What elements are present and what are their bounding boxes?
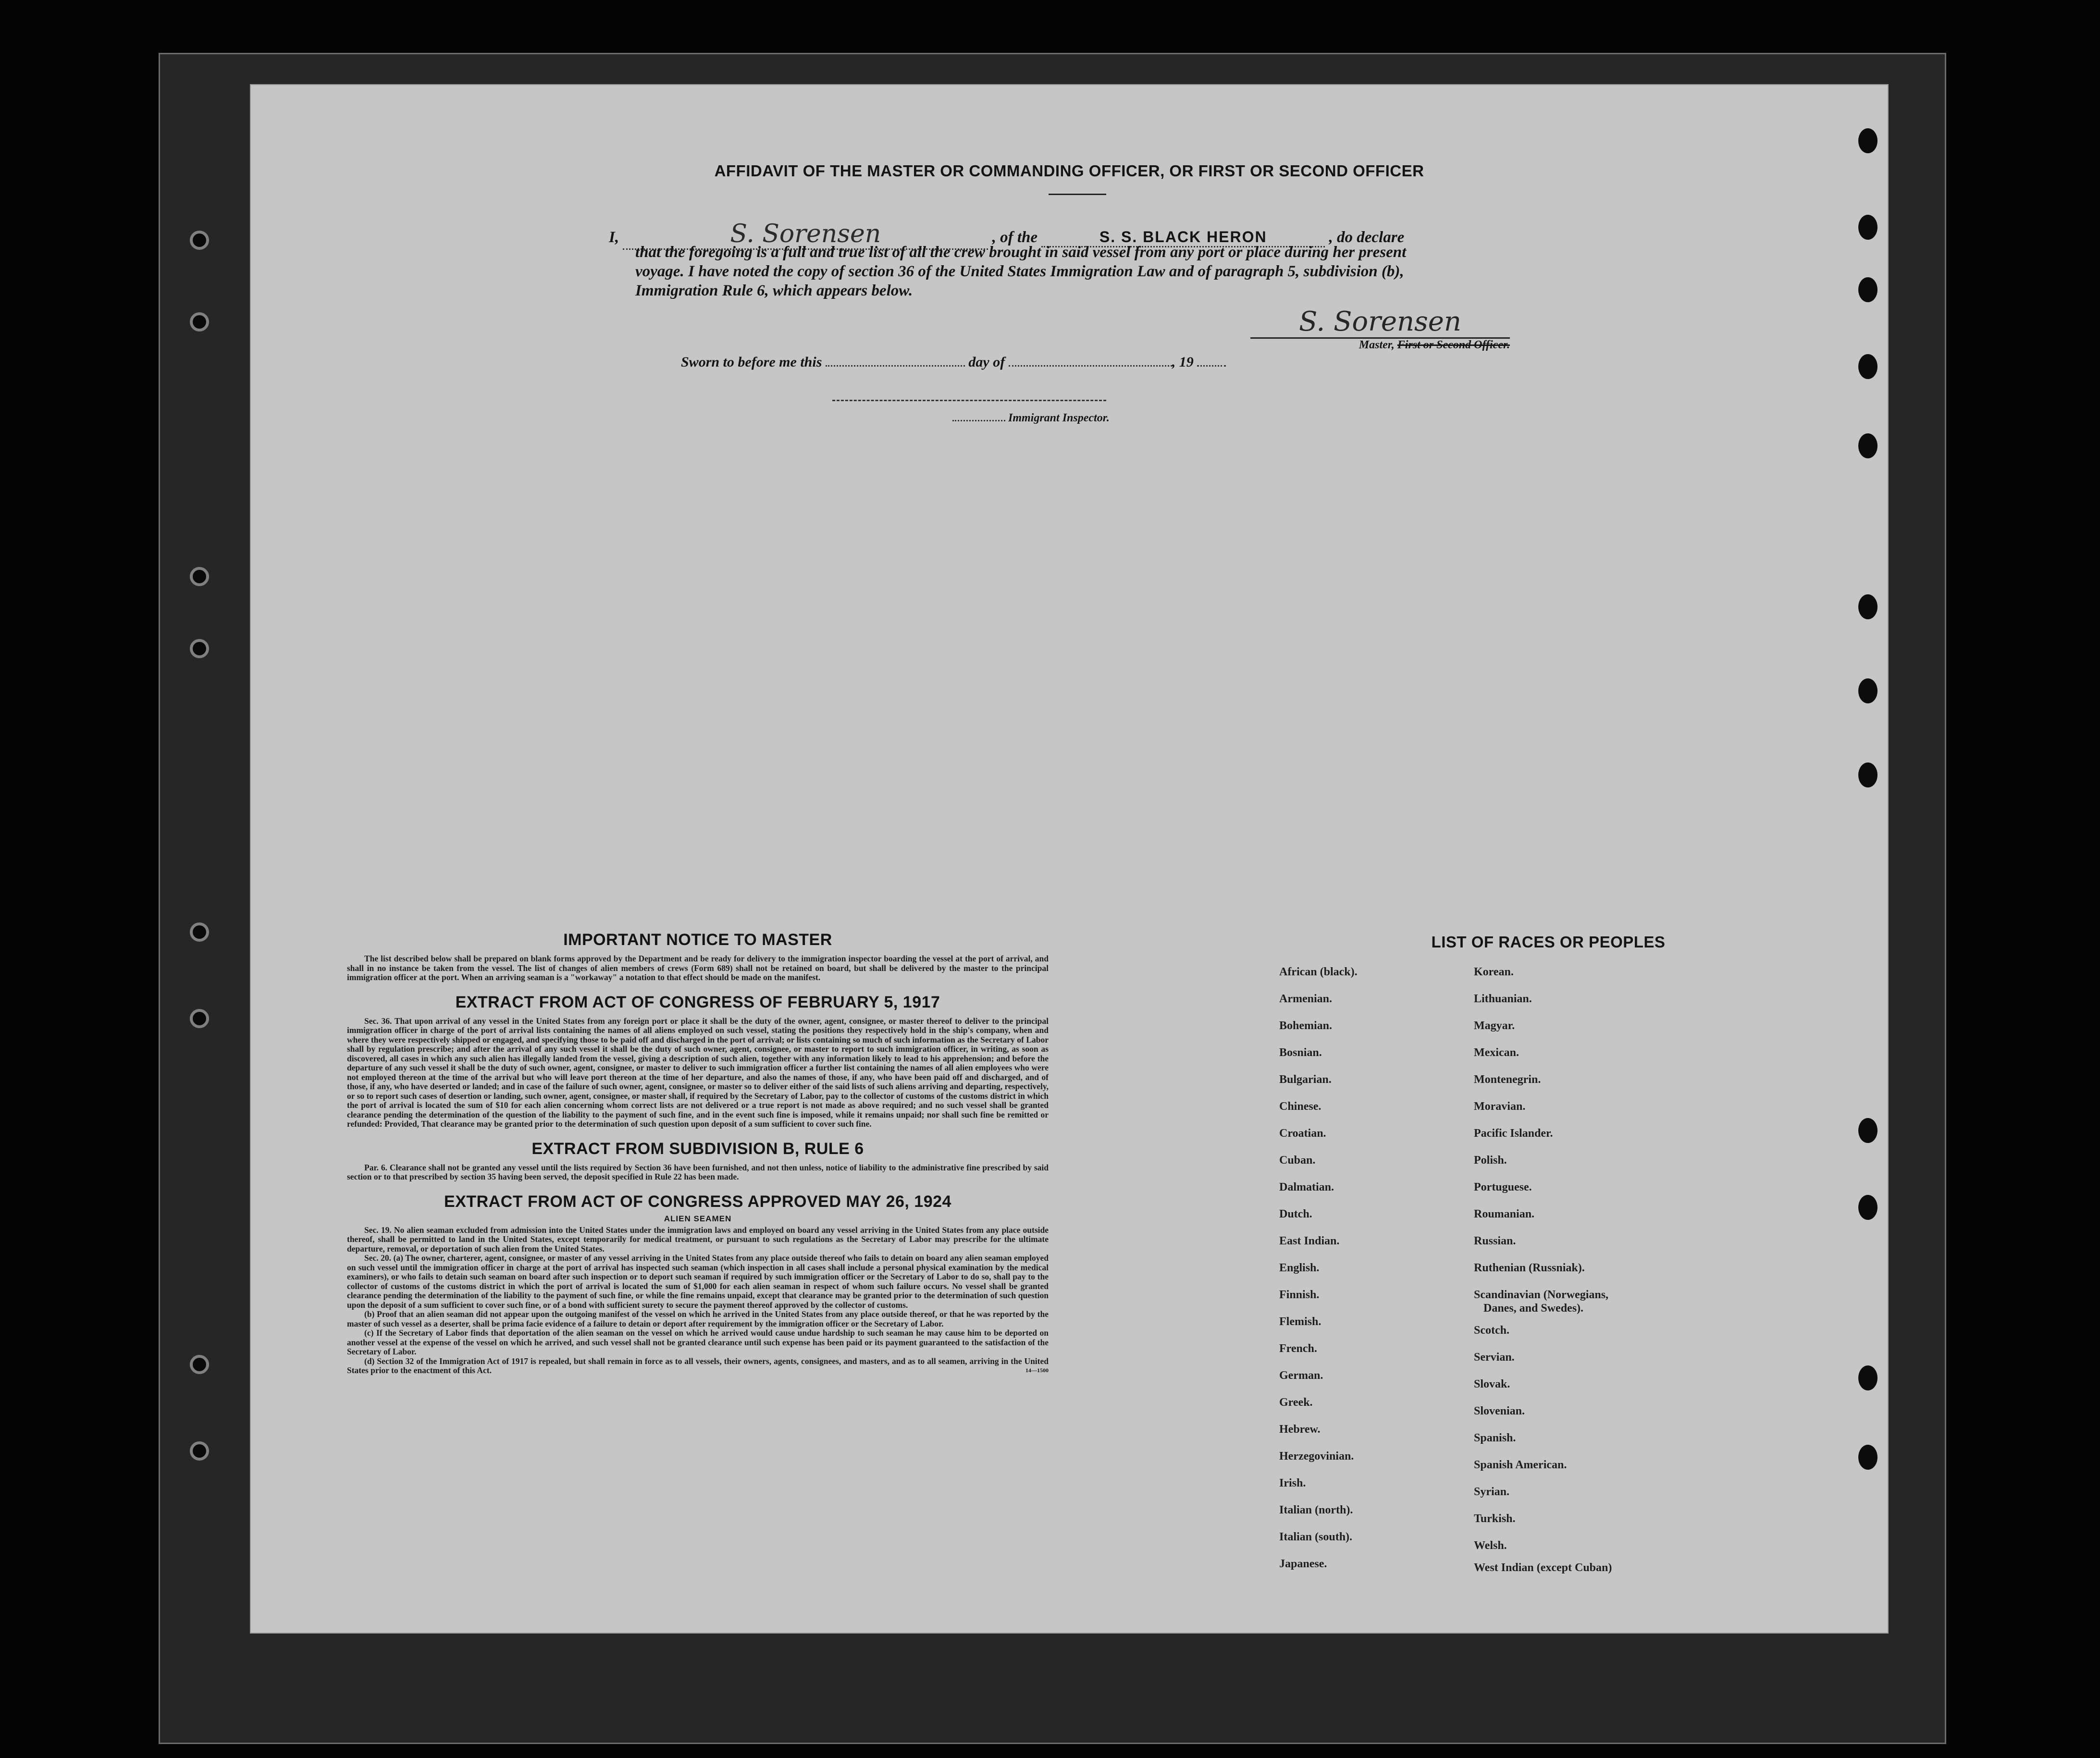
title-rule	[1049, 194, 1106, 195]
sworn-year-field	[1197, 352, 1226, 367]
inspector-dots	[952, 420, 1005, 421]
manifest-page	[250, 84, 1889, 1634]
punch-hole	[1858, 128, 1878, 153]
sworn-prefix: Sworn to before me this	[681, 354, 822, 370]
caption-struck: First or Second Officer.	[1397, 339, 1510, 351]
race-left: English.	[1279, 1262, 1320, 1274]
signature-caption	[1250, 339, 1510, 352]
affidavit-line-4: Immigration Rule 6, which appears below.	[635, 282, 913, 299]
extract-1917-text: Sec. 36. That upon arrival of any vessel in the United States from any foreign port or place it shall be the duty of the owner, agent, consignee, or master thereof to deliver to the principal immigration officer in charge of the port of arrival lists containing the names of all aliens employed on such vessel, stating the positions they respectively hold in the ship's company, when and where they were respectively shipped or engaged, and specifying those to be paid off and discharged in the port of arrival; or lists containing so much of such information as the Secretary of Labor shall by regulation prescribe; and after the arrival of any such vessel it shall be the duty of such owner, agent, consignee, or master to report to such immigration officer, in writing, as soon as discovered, all cases in which any such alien has illegally landed from the vessel, giving a description of such alien, together with any information likely to lead to his apprehension; and before the departure of any such vessel it shall be the duty of such owner, agent, consignee, or master to deliver to such immigration officer a further list containing the names of all alien employees who were not employed thereon at the time of the arrival but who will leave port thereon at the time of her departure, and also the names of those, if any, who have been paid off and discharged, and of those, if any, who have deserted or landed; and in case of the failure of such owner, agent, consignee, or master so to deliver either of the said lists of such aliens arriving and departing, respectively, or so to report such cases of desertion or landing, such owner, agent, consignee, or master shall, if required by the Secretary of Labor, pay to the collector of customs of the customs district in which the port of arrival is located the sum of $10 for each alien concerning whom correct lists are not delivered or a true report is not made as above required; and no such vessel shall be granted clearance pending the determination of the question of the liability to the payment of such fine, and in the event such fine is imposed, while it remains unpaid; nor shall such fine be remitted or refunded: Provided, That clearance may be granted prior to the determination of such question upon deposit of a sum sufficient to cover such fine.	[347, 1016, 1049, 1129]
race-left: Chinese.	[1279, 1100, 1322, 1113]
binder-hole	[190, 639, 209, 658]
alien-seamen-subtitle: ALIEN SEAMEN	[664, 1214, 732, 1223]
race-right: Moravian.	[1474, 1100, 1526, 1113]
binder-hole	[190, 922, 209, 942]
extract-rule6-text: Par. 6. Clearance shall not be granted any vessel until the lists required by Section 36 have been furnished, and not then unless, notice of liability to the administrative fine prescribed by said section or to that prescribed by section 35 having been served, the deposit specified in Rule 22 has been made.	[347, 1162, 1049, 1181]
race-left: Italian (north).	[1279, 1504, 1353, 1516]
race-right: Roumanian.	[1474, 1208, 1535, 1220]
punch-hole	[1858, 1365, 1878, 1390]
race-right: Magyar.	[1474, 1020, 1515, 1032]
race-right: Spanish.	[1474, 1432, 1516, 1444]
signature-block	[1250, 306, 1510, 352]
race-right: Korean.	[1474, 966, 1514, 978]
sworn-day-label: day of	[968, 354, 1005, 370]
notice-to-master	[347, 931, 1049, 1374]
race-right: Polish.	[1474, 1154, 1507, 1167]
race-left: Bosnian.	[1279, 1046, 1322, 1059]
race-left: Irish.	[1279, 1477, 1306, 1489]
notice-text: The list described below shall be prepared on blank forms approved by the Department and be ready for delivery to the immigration inspector boarding the vessel at the port of arrival, and shall in no instance be taken from the vessel. The list of changes of alien members of crews (Form 689) shall not be retained on board, but shall be delivered by the master to the principal immigration officer at the port. When an arriving seaman is a "workaway" a notation to that effect should be made on the manifest.	[347, 954, 1049, 982]
race-left: African (black).	[1279, 966, 1358, 978]
inspector-caption: Immigrant Inspector.	[1008, 412, 1110, 424]
sworn-line	[681, 352, 1226, 370]
form-number: 14—1500	[1025, 1366, 1049, 1374]
affidavit-line-2: that the foregoing is a full and true list of all the crew brought in said vessel from any port or place during her present	[635, 244, 1407, 261]
extract-1924-sec20d: (d) Section 32 of the Immigration Act of 1917 is repealed, but shall remain in force as to all vessels, their owners, agents, consignees, and masters, and as to all seamen, arriving in the United States prior to the enactment of this Act.	[347, 1356, 1049, 1375]
extract-1924-sec19: Sec. 19. No alien seaman excluded from admission into the United States under the immigration laws and employed on board any vessel arriving in the United States from any place outside thereof, shall be permitted to land in the United States, except temporarily for medical treatment, or pursuant to such regulations as the Secretary of Labor may prescribe for the ultimate departure, removal, or deportation of such alien from the United States.	[347, 1225, 1049, 1254]
extract-1917-title: EXTRACT FROM ACT OF CONGRESS OF FEBRUARY 5, 1917	[455, 993, 940, 1011]
race-right: West Indian (except Cuban)	[1474, 1561, 1612, 1574]
master-name-field: S. Sorensen	[623, 220, 988, 250]
binder-hole	[190, 1009, 209, 1028]
binder-hole	[190, 1441, 209, 1461]
punch-hole	[1858, 433, 1878, 458]
race-left: Flemish.	[1279, 1315, 1322, 1328]
extract-1924-title: EXTRACT FROM ACT OF CONGRESS APPROVED MAY 26, 1924	[444, 1192, 951, 1211]
race-left: Herzegovinian.	[1279, 1450, 1354, 1463]
notice-title: IMPORTANT NOTICE TO MASTER	[563, 931, 832, 949]
race-left: Hebrew.	[1279, 1423, 1321, 1436]
race-right: Ruthenian (Russniak).	[1474, 1262, 1585, 1274]
sworn-year-label: , 19	[1172, 354, 1194, 370]
race-left: French.	[1279, 1342, 1317, 1355]
races-list	[1279, 933, 1817, 1574]
punch-hole	[1858, 215, 1878, 240]
race-right: Slovak.	[1474, 1378, 1510, 1390]
race-right: Montenegrin.	[1474, 1073, 1541, 1086]
extract-1924-sec20a: Sec. 20. (a) The owner, charterer, agent, consignee, or master of any vessel arriving in the United States from any place outside thereof who fails to detain on board any alien seaman employed on such vessel until the immigration officer in charge at the port of arrival has inspected such seaman (which inspection in all cases shall include a personal physical examination by the medical examiners), or who fails to detain such seaman on board after such inspection or to deport such seaman if required by such immigration officer or the Secretary of Labor to do so, shall pay to the collector of customs of the customs district in which the port of arrival is located the sum of $1,000 for each alien seaman in respect of whom such failure occurs. No vessel shall be granted clearance pending the determination of the liability to the payment of such fine, or while the fine remains unpaid, except that clearance may be granted prior to the determination of such question upon the deposit of a sum sufficient to cover such fine, or of a bond with sufficient surety to secure the payment thereof approved by the collector of customs.	[347, 1253, 1049, 1310]
race-right: Pacific Islander.	[1474, 1127, 1553, 1140]
race-left: Bulgarian.	[1279, 1073, 1332, 1086]
race-left: Cuban.	[1279, 1154, 1316, 1167]
race-left: German.	[1279, 1369, 1323, 1382]
punch-hole	[1858, 277, 1878, 302]
binder-hole	[190, 231, 209, 250]
punch-hole	[1858, 594, 1878, 619]
races-title: LIST OF RACES OR PEOPLES	[1431, 933, 1666, 951]
line1-suffix: , do declare	[1329, 229, 1405, 246]
race-left: East Indian.	[1279, 1235, 1340, 1247]
caption-master: Master,	[1359, 339, 1395, 351]
punch-hole	[1858, 354, 1878, 379]
affidavit-title: AFFIDAVIT OF THE MASTER OR COMMANDING OFFICER, OR FIRST OR SECOND OFFICER	[714, 162, 1424, 180]
race-right-continued: Danes, and Swedes).	[1483, 1302, 1584, 1315]
inspector-signature-line	[832, 400, 1106, 401]
binder-hole	[190, 312, 209, 332]
race-right: Slovenian.	[1474, 1405, 1525, 1417]
line1-mid: , of the	[992, 229, 1038, 246]
vessel-name-field: S. S. BLACK HERON	[1041, 228, 1325, 247]
punch-hole	[1858, 1445, 1878, 1470]
race-right: Russian.	[1474, 1235, 1516, 1247]
inspector-line	[952, 412, 1110, 425]
race-left: Japanese.	[1279, 1558, 1327, 1570]
race-left: Dalmatian.	[1279, 1181, 1334, 1193]
binder-holes-left	[190, 231, 219, 1528]
race-left: Croatian.	[1279, 1127, 1326, 1140]
punch-hole	[1858, 1195, 1878, 1220]
sworn-month-field	[1009, 352, 1172, 367]
line1-prefix: I,	[609, 229, 619, 246]
race-left: Finnish.	[1279, 1289, 1320, 1301]
race-left: Greek.	[1279, 1396, 1313, 1409]
race-right: Welsh.	[1474, 1539, 1507, 1552]
sworn-day-field	[826, 352, 965, 367]
race-right: Spanish American.	[1474, 1459, 1567, 1471]
race-right: Scotch.	[1474, 1324, 1509, 1337]
race-right: Servian.	[1474, 1351, 1515, 1364]
extract-1924-sec20b: (b) Proof that an alien seaman did not appear upon the outgoing manifest of the vessel on which he arrived in the United States from any place outside thereof, or that he was reported by the master of such vessel as a deserter, shall be prima facie evidence of a failure to detain or deport after requirement by the immigration officer or the Secretary of Labor.	[347, 1309, 1049, 1328]
race-right: Portuguese.	[1474, 1181, 1532, 1193]
race-left: Dutch.	[1279, 1208, 1312, 1220]
race-right: Turkish.	[1474, 1512, 1516, 1525]
extract-rule6-title: EXTRACT FROM SUBDIVISION B, RULE 6	[531, 1139, 864, 1158]
race-right: Scandinavian (Norwegians,	[1474, 1289, 1609, 1301]
extract-1924-sec20c: (c) If the Secretary of Labor finds that deportation of the alien seaman on the vessel on which he arrived would cause undue hardship to such seaman he may cause him to be deported on another vessel at the expense of the vessel on which he arrived, and such vessel shall not be granted clearance until such expense has been paid or its payment guaranteed to the satisfaction of the Secretary of Labor.	[347, 1328, 1049, 1356]
punch-hole	[1858, 1118, 1878, 1143]
punch-hole	[1858, 762, 1878, 787]
affidavit-line-3: voyage. I have noted the copy of section 36 of the United States Immigration Law and of paragraph 5, subdivision (b),	[635, 263, 1404, 280]
race-left: Armenian.	[1279, 993, 1332, 1005]
binder-hole	[190, 1355, 209, 1374]
race-right: Mexican.	[1474, 1046, 1519, 1059]
race-right: Syrian.	[1474, 1486, 1510, 1498]
race-left: Bohemian.	[1279, 1020, 1333, 1032]
race-right: Lithuanian.	[1474, 993, 1532, 1005]
binder-hole	[190, 567, 209, 586]
punch-hole	[1858, 678, 1878, 703]
master-signature: S. Sorensen	[1250, 306, 1510, 339]
race-left: Italian (south).	[1279, 1531, 1353, 1543]
